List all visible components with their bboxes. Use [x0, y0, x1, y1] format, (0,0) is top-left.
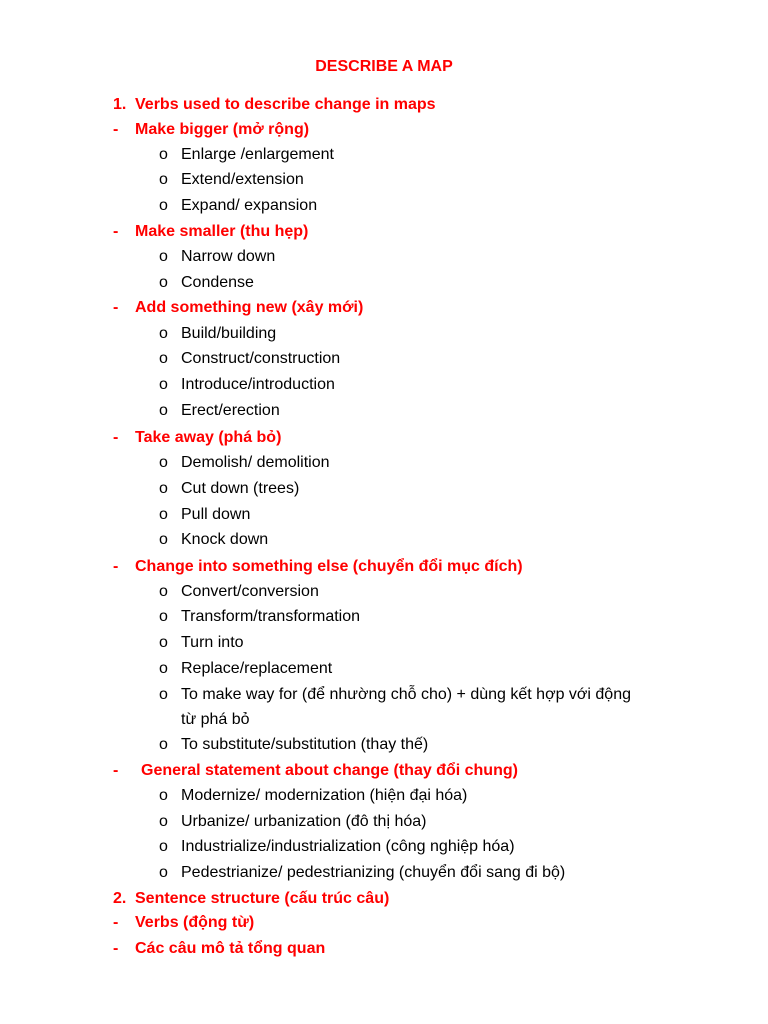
list-item: Narrow down [181, 248, 276, 265]
section-heading: Sentence structure (cấu trúc câu) [135, 890, 390, 907]
list-item: Construct/construction [181, 350, 341, 367]
list-item: Transform/transformation [181, 608, 361, 625]
bullet-icon: o [159, 506, 168, 523]
bullet-icon: o [159, 634, 168, 651]
group-heading: Verbs (động từ) [135, 914, 255, 931]
section-heading: Verbs used to describe change in maps [135, 96, 436, 113]
group-marker: - [113, 121, 119, 138]
list-item: Demolish/ demolition [181, 454, 330, 471]
group-marker: - [113, 914, 119, 931]
bullet-icon: o [159, 146, 168, 163]
bullet-icon: o [159, 248, 168, 265]
bullet-icon: o [159, 274, 168, 291]
group-heading: General statement about change (thay đổi chung) [141, 762, 518, 779]
group-heading: Change into something else (chuyển đổi mục đích) [135, 558, 523, 575]
list-item: Pedestrianize/ pedestrianizing (chuyển đổi sang đi bộ) [181, 864, 566, 881]
bullet-icon: o [159, 197, 168, 214]
group-marker: - [113, 762, 119, 779]
document-title: DESCRIBE A MAP [315, 58, 453, 75]
list-item: Modernize/ modernization (hiện đại hóa) [181, 787, 468, 804]
group-marker: - [113, 223, 119, 240]
bullet-icon: o [159, 608, 168, 625]
bullet-icon: o [159, 454, 168, 471]
list-item: Erect/erection [181, 402, 280, 419]
bullet-icon: o [159, 531, 168, 548]
list-item: Industrialize/industrialization (công nghiệp hóa) [181, 838, 515, 855]
bullet-icon: o [159, 813, 168, 830]
bullet-icon: o [159, 660, 168, 677]
list-item: Convert/conversion [181, 583, 319, 600]
list-item: To substitute/substitution (thay thế) [181, 736, 429, 753]
group-heading: Các câu mô tả tổng quan [135, 940, 326, 957]
group-heading: Make bigger (mở rộng) [135, 121, 310, 138]
list-item: Build/building [181, 325, 277, 342]
section-number: 1. [113, 96, 127, 113]
group-heading: Take away (phá bỏ) [135, 429, 282, 446]
list-item: Replace/replacement [181, 660, 333, 677]
list-item: Knock down [181, 531, 269, 548]
list-item: Urbanize/ urbanization (đô thị hóa) [181, 813, 427, 830]
bullet-icon: o [159, 864, 168, 881]
list-item: To make way for (để nhường chỗ cho) + dùng kết hợp với động [181, 686, 631, 703]
bullet-icon: o [159, 171, 168, 188]
group-heading: Make smaller (thu hẹp) [135, 223, 309, 240]
list-item: Turn into [181, 634, 244, 651]
bullet-icon: o [159, 736, 168, 753]
bullet-icon: o [159, 583, 168, 600]
bullet-icon: o [159, 402, 168, 419]
bullet-icon: o [159, 350, 168, 367]
bullet-icon: o [159, 838, 168, 855]
bullet-icon: o [159, 325, 168, 342]
group-marker: - [113, 558, 119, 575]
bullet-icon: o [159, 480, 168, 497]
group-marker: - [113, 429, 119, 446]
list-item: Pull down [181, 506, 251, 523]
list-item: Expand/ expansion [181, 197, 318, 214]
list-item: Enlarge /enlargement [181, 146, 334, 163]
group-marker: - [113, 940, 119, 957]
bullet-icon: o [159, 686, 168, 703]
list-item-continuation: từ phá bỏ [181, 711, 250, 728]
list-item: Introduce/introduction [181, 376, 335, 393]
list-item: Cut down (trees) [181, 480, 300, 497]
section-number: 2. [113, 890, 127, 907]
group-heading: Add something new (xây mới) [135, 299, 364, 316]
bullet-icon: o [159, 376, 168, 393]
bullet-icon: o [159, 787, 168, 804]
group-marker: - [113, 299, 119, 316]
list-item: Condense [181, 274, 254, 291]
list-item: Extend/extension [181, 171, 304, 188]
